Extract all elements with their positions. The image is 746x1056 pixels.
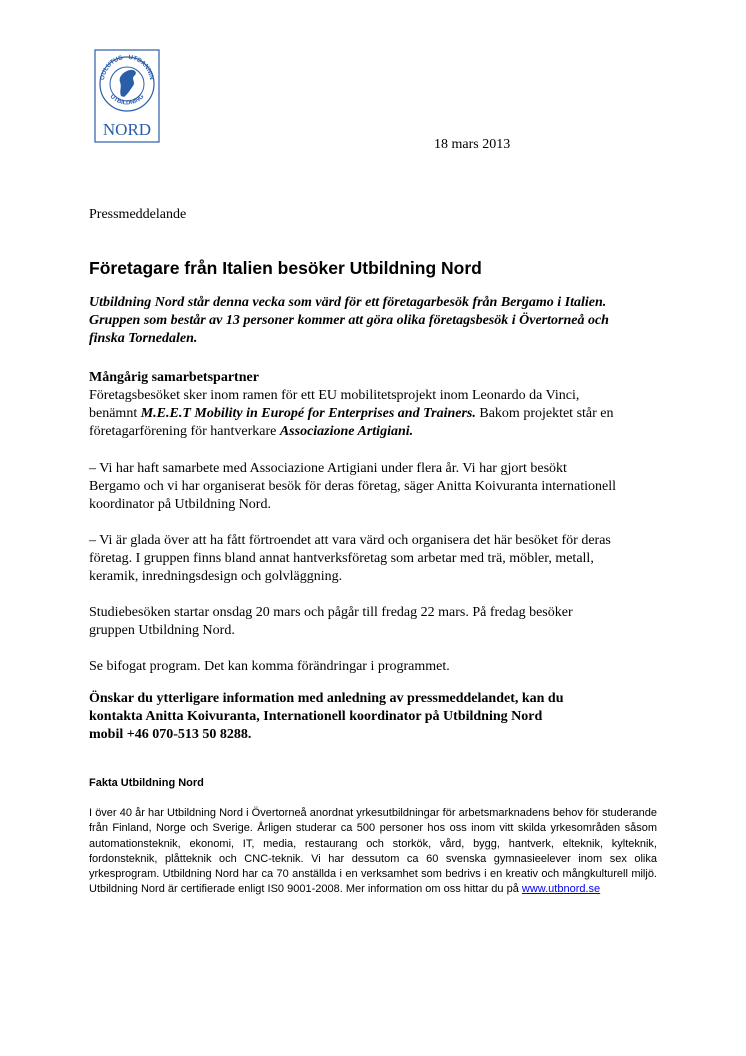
utbildning-nord-logo bbox=[94, 49, 160, 143]
page-title: Företagare från Italien besöker Utbildning Nord bbox=[89, 258, 482, 278]
svg-text:UTBILDNING bbox=[109, 93, 146, 107]
body-paragraph-quote-1 bbox=[89, 460, 669, 514]
body-line: företag. I gruppen finns bland annat hantverksföretag som arbetar med trä, möbler, metall, bbox=[89, 551, 594, 566]
body-line: företagarförening för hantverkare bbox=[89, 424, 280, 439]
body-line: – Vi har haft samarbete med Associazione Artigiani under flera år. Vi har gjort besökt bbox=[89, 461, 567, 476]
body-paragraph-program: Se bifogat program. Det kan komma förändringar i programmet. bbox=[89, 659, 450, 674]
body-line: – Vi är glada över att ha fått förtroendet att vara värd och organisera det här besöket för deras bbox=[89, 533, 611, 548]
lead-line: Gruppen som består av 13 personer kommer att göra olika företagsbesök i Övertorneå och bbox=[89, 313, 609, 328]
body-paragraph-quote-2 bbox=[89, 532, 669, 586]
press-date: 18 mars 2013 bbox=[434, 137, 511, 152]
body-line: gruppen Utbildning Nord. bbox=[89, 623, 235, 638]
body-paragraph-project bbox=[89, 387, 669, 441]
lead-line: finska Tornedalen. bbox=[89, 331, 198, 346]
body-paragraph-schedule bbox=[89, 604, 669, 640]
project-name: M.E.E.T Mobility in Europé for Enterprises and Trainers. bbox=[140, 406, 476, 421]
facts-paragraph bbox=[89, 806, 657, 898]
body-line: koordinator på Utbildning Nord. bbox=[89, 497, 271, 512]
logo-ring-top-text: OULUTUS · UTDANNIN bbox=[99, 53, 155, 81]
body-line: keramik, inredningsdesign och golvläggning. bbox=[89, 569, 343, 584]
logo-emblem-icon bbox=[94, 49, 160, 143]
contact-line: Önskar du ytterligare information med anledning av pressmeddelandet, kan du bbox=[89, 691, 564, 706]
facts-text: I över 40 år har Utbildning Nord i Övertorneå anordnat yrkesutbildningar för arbetsmarknadens behov för studerande från Finland, Norge och Sverige. Årligen studerar ca 500 personer hos oss inom vitt skilda yrkesområden såsom automationsteknik, ekonomi, IT, media, restaurang och storkök, vård, bygg, hantverk, elteknik, kylteknik, fordonsteknik, plåtteknik och CNC-teknik. Vi har dessutom ca 60 svenska gymnasieelever inom sex olika yrkesprogram. Utbildning Nord har ca 70 anställda i en verksamhet som bedrivs i en kreativ och mångkulturell miljö. Utbildning Nord är certifierade enligt IS0 9001-2008. Mer information om oss hittar du på bbox=[89, 807, 657, 896]
contact-line: kontakta Anitta Koivuranta, Internationell koordinator på Utbildning Nord bbox=[89, 709, 543, 724]
document-label: Pressmeddelande bbox=[89, 207, 187, 222]
contact-phone: mobil +46 070-513 50 8288. bbox=[89, 727, 252, 742]
facts-heading: Fakta Utbildning Nord bbox=[89, 777, 204, 789]
lead-line: Utbildning Nord står denna vecka som värd för ett företagarbesök från Bergamo i Italien. bbox=[89, 295, 607, 310]
logo-ring-bottom-text: UTBILDNING bbox=[108, 93, 146, 107]
website-link[interactable]: www.utbnord.se bbox=[521, 883, 601, 896]
section-subheading: Mångårig samarbetspartner bbox=[89, 370, 259, 385]
body-line: Företagsbesöket sker inom ramen för ett EU mobilitetsprojekt inom Leonardo da Vinci, bbox=[89, 388, 580, 403]
body-line: benämnt bbox=[89, 406, 141, 421]
body-line: Bergamo och vi har organiserat besök för deras företag, säger Anitta Koivuranta internationell bbox=[89, 479, 617, 494]
lead-paragraph bbox=[89, 294, 669, 348]
contact-paragraph bbox=[89, 690, 669, 744]
body-line: Studiebesöken startar onsdag 20 mars och pågår till fredag 22 mars. På fredag besöker bbox=[89, 605, 573, 620]
association-name: Associazione Artigiani. bbox=[279, 424, 414, 439]
body-line: Bakom projektet står en bbox=[475, 406, 614, 421]
logo-wordmark: NORD bbox=[102, 120, 152, 139]
